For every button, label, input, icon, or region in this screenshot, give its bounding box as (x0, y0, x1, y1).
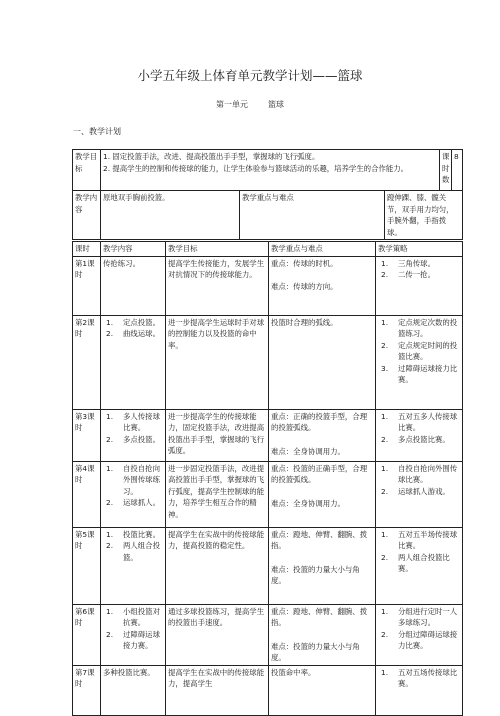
difficulty-point: 难点：传球的方向。 (271, 282, 338, 291)
lessons-table (72, 241, 463, 716)
content-cell (101, 409, 166, 461)
unit-label: 第一单元 (216, 100, 248, 109)
key-point: 重点：正确的投篮手型，合理的投篮弧线。 (271, 411, 368, 432)
table-row (73, 604, 463, 665)
period-cell: 第7课时 (73, 665, 101, 715)
content-list (103, 463, 163, 509)
col-header-goal: 教学目标 (166, 242, 269, 257)
difficulty-point: 难点：投篮的力量大小与角度。 (271, 564, 360, 585)
list-item: 1. 投篮比赛。 (106, 529, 160, 539)
goal-cell: 进一步固定投篮手法，改进提高投篮出手手型，掌握球的飞行弧度，提高学生控制球的能力，培养学生相互合作的精神。 (166, 461, 269, 527)
table-row (73, 527, 463, 604)
difficulty-point: 难点：全身协调用力。 (271, 446, 345, 456)
goal-line-1: 1. 固定投篮手法，改进、提高投篮出手手型，掌握球的飞行弧度。 (103, 152, 320, 161)
content-cell: 多种投篮比赛。 (101, 665, 166, 715)
strategy-list (378, 317, 460, 386)
unit-name: 篮球 (268, 100, 284, 109)
period-cell: 第2课时 (73, 315, 101, 409)
goal-cell (101, 150, 440, 191)
list-item: 2. 多点投篮比赛。 (381, 434, 450, 444)
strategy-cell (376, 409, 463, 461)
list-item: 1. 小组投篮对抗赛。 (106, 606, 160, 627)
difficulty-point: 难点：投篮的力量大小与角度。 (271, 641, 360, 662)
section-heading: 一、教学计划 (73, 127, 121, 136)
list-item: 1. 自投自抢向外围传球练习。 (106, 463, 160, 496)
hours-value-cell: 8 (452, 150, 463, 191)
strategy-list (378, 606, 460, 652)
content-cell (101, 315, 166, 409)
list-item: 1. 自投自抢向外围传球比赛。 (381, 463, 458, 484)
strategy-cell (376, 256, 463, 315)
table-row (73, 409, 463, 461)
keypoint-cell (269, 461, 376, 527)
strategy-list (378, 258, 460, 281)
goal-line-2: 2. 提高学生的控制和传接球的能力，让学生体验参与篮球活动的乐趣，培养学生的合作能力。 (103, 163, 409, 173)
col-header-keypoints: 教学重点与难点 (269, 242, 376, 257)
list-item: 2. 两人组合投篮比赛。 (381, 552, 450, 573)
period-cell: 第1课时 (73, 256, 101, 315)
unit-subtitle (0, 99, 500, 110)
list-item: 1. 五对五半场传接球比赛。 (381, 529, 458, 550)
list-item: 1. 分组进行定时一人多球练习。 (381, 606, 458, 627)
list-item: 2. 运球抓人游戏。 (381, 486, 450, 496)
keypoint-cell (269, 409, 376, 461)
strategy-list (378, 463, 460, 498)
difficulty-point: 难点：全身协调用力。 (271, 498, 345, 508)
key-point: 重点：蹬地、伸臂、翻腕、拨指。 (271, 529, 368, 550)
goal-label-cell: 教学目标 (73, 150, 101, 191)
key-point: 投篮时合理的弧线。 (271, 317, 338, 327)
list-item: 1. 五对五场传接球比赛。 (381, 667, 458, 688)
content-label-cell: 教学内容 (73, 191, 101, 240)
strategy-cell (376, 461, 463, 527)
list-item: 2. 多点投篮。 (106, 434, 160, 444)
keypoint-cell (269, 604, 376, 665)
page-title: 小学五年级上体育单元教学计划——篮球 (137, 68, 363, 83)
goal-cell: 提高学生传接能力，发展学生对抗情况下的传接球能力。 (166, 256, 269, 315)
list-item: 2. 定点规定时间的投篮比赛。 (381, 340, 458, 361)
key-point: 重点：蹬地、伸臂、翻腕、拨指。 (271, 606, 368, 627)
content-list (103, 317, 163, 340)
col-header-strategy: 教学策略 (376, 242, 463, 257)
kd-value-cell: 蹬伸踝、膝、髋关节，双手用力均匀，手腕外翻，手指拨球。 (385, 191, 463, 240)
strategy-list (378, 529, 460, 575)
keypoint-cell (269, 256, 376, 315)
goal-cell: 提高学生在实战中的传接球能力，提高学生 (166, 665, 269, 715)
list-item: 2. 二传一抢。 (381, 270, 435, 279)
goal-cell: 提高学生在实战中的传接球能力，提高投篮的稳定性。 (166, 527, 269, 604)
list-item: 2. 曲线运球。 (106, 329, 160, 338)
period-cell: 第5课时 (73, 527, 101, 604)
content-list (103, 411, 163, 446)
table-row (73, 315, 463, 409)
content-value-cell: 原地双手胸前投篮。 (101, 191, 240, 240)
period-cell: 第3课时 (73, 409, 101, 461)
hours-label-cell: 课时数 (440, 150, 452, 191)
header-row (73, 242, 463, 257)
period-cell: 第6课时 (73, 604, 101, 665)
strategy-cell (376, 315, 463, 409)
list-item: 1. 多人传接球比赛。 (106, 411, 160, 432)
strategy-cell (376, 604, 463, 665)
goal-cell: 进一步提高学生运球时手对球的控制能力以及投篮的命中率。 (166, 315, 269, 409)
col-header-content: 教学内容 (101, 242, 166, 257)
content-cell (101, 527, 166, 604)
list-item: 2. 过障碍运球接力赛。 (106, 629, 160, 650)
content-cell (101, 461, 166, 527)
period-cell: 第4课时 (73, 461, 101, 527)
keypoint-cell (269, 315, 376, 409)
content-cell (101, 604, 166, 665)
strategy-cell (376, 527, 463, 604)
goal-cell: 通过多球投篮练习，提高学生的投篮出手速度。 (166, 604, 269, 665)
list-item: 1. 定点投篮。 (106, 317, 160, 327)
list-item: 2. 分组过障碍运球接力比赛。 (381, 629, 458, 650)
list-item: 1. 三角传球。 (381, 258, 435, 268)
plan-summary-table (72, 149, 463, 240)
key-point: 重点：传球的时机。 (271, 258, 338, 268)
table-row (73, 461, 463, 527)
keypoint-cell (269, 527, 376, 604)
key-point: 重点：投篮的正确手型，合理的投篮弧线。 (271, 463, 368, 484)
key-point: 投篮命中率。 (271, 667, 316, 677)
list-item: 1. 五对五多人传接球比赛。 (381, 411, 458, 432)
content-list (103, 529, 163, 564)
kd-label-cell: 教学重点与难点 (240, 191, 385, 240)
list-item: 2. 两人组合投篮。 (106, 541, 160, 562)
content-cell: 传抢练习。 (101, 256, 166, 315)
content-list (103, 606, 163, 652)
list-item: 3. 过障碍运球接力比赛。 (381, 363, 458, 384)
list-item: 2. 运球抓人。 (106, 498, 160, 507)
goal-cell: 进一步提高学生的传接球能力，固定投篮手法，改进提高投篮出手手型，掌握球的飞行弧度。 (166, 409, 269, 461)
strategy-list (378, 411, 460, 446)
table-row (73, 256, 463, 315)
strategy-list (378, 667, 460, 690)
list-item: 1. 定点规定次数的投篮练习。 (381, 317, 458, 338)
col-header-period: 课时 (73, 242, 101, 257)
